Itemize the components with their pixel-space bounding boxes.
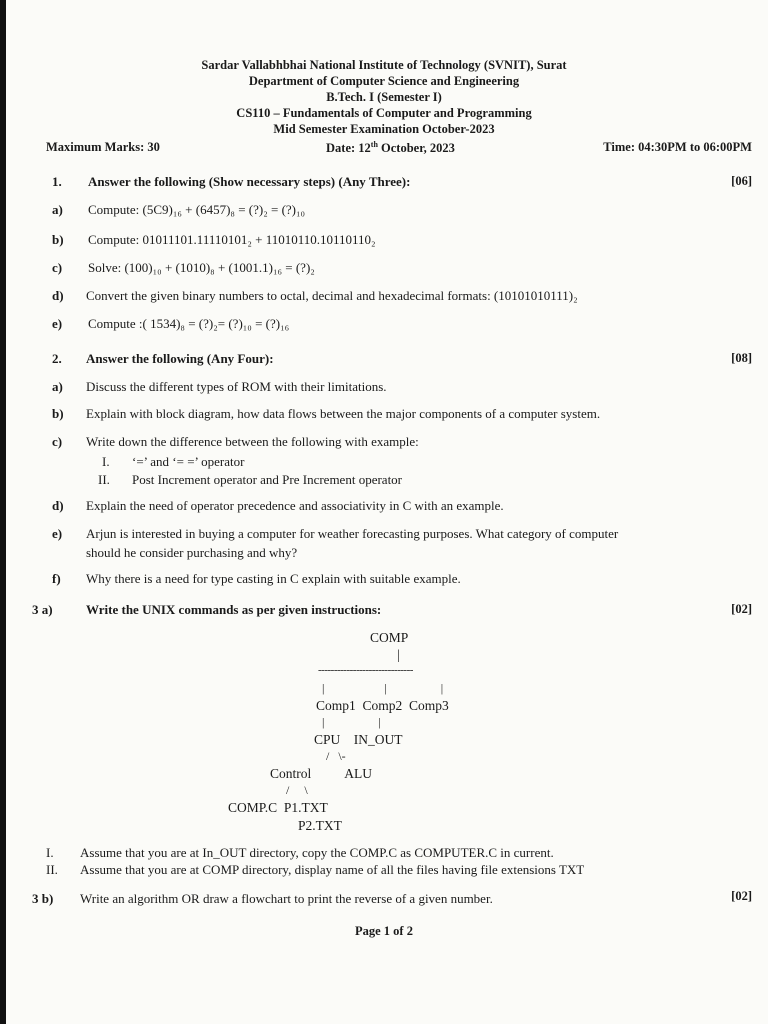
q1a-label: a) — [52, 202, 63, 217]
q3b-marks: [02] — [731, 889, 752, 903]
exam-date: Date: 12th October, 2023 — [326, 140, 455, 156]
q3b-text: Write an algorithm OR draw a flowchart to print the reverse of a given number. — [80, 891, 493, 906]
page-number: Page 1 of 2 — [355, 924, 413, 938]
q1c-text: Solve: (100)₁₀ + (1010)₈ + (1001.1)₁₆ = (?)₂ — [88, 260, 315, 275]
tree-level2-bars: | | — [322, 715, 381, 729]
q2c-label: c) — [52, 434, 63, 449]
q2d-label: d) — [52, 498, 64, 513]
max-marks: Maximum Marks: 30 — [46, 140, 160, 154]
q2e-text-cont: should he consider purchasing and why? — [86, 545, 298, 560]
tree-level1-dirs: Comp1 Comp2 Comp3 — [316, 698, 449, 713]
q2c-sub1-num: I. — [102, 454, 110, 469]
q3a-instr1-text: Assume that you are at In_OUT directory, copy the COMP.C as COMPUTER.C in current. — [80, 845, 554, 860]
q2d-text: Explain the need of operator precedence and associativity in C with an example. — [86, 498, 504, 513]
q1d-text: Convert the given binary numbers to octal, decimal and hexadecimal formats: (10101010111)₂ — [86, 288, 578, 303]
q2e-label: e) — [52, 526, 63, 541]
q2c-sub2-num: II. — [98, 472, 110, 487]
q1-number: 1. — [52, 174, 62, 189]
q2e-text: Arjun is interested in buying a computer for weather forecasting purposes. What category of computer — [86, 526, 619, 541]
q1-title: Answer the following (Show necessary steps) (Any Three): — [88, 174, 411, 189]
exam-title: Mid Semester Examination October-2023 — [273, 122, 495, 136]
tree-level1-bars: | | | — [322, 681, 444, 695]
q3b-label: 3 b) — [32, 891, 54, 906]
tree-level3-slashes: / \- — [326, 749, 346, 763]
q1b-text: Compute: 01011101.11110101₂ + 11010110.10110110₂ — [88, 232, 376, 247]
q1d-label: d) — [52, 288, 64, 303]
q1b-label: b) — [52, 232, 64, 247]
tree-level4-file2: P2.TXT — [298, 818, 342, 833]
q3a-marks: [02] — [731, 602, 752, 616]
q3a-title: Write the UNIX commands as per given instructions: — [86, 602, 382, 617]
q2b-label: b) — [52, 406, 64, 421]
q2a-label: a) — [52, 379, 63, 394]
institute-name: Sardar Vallabhbhai National Institute of Technology (SVNIT), Surat — [201, 58, 567, 72]
q3a-instr2-num: II. — [46, 862, 58, 877]
q1a-text: Compute: (5C9)₁₆ + (6457)₈ = (?)₂ = (?)₁₀ — [88, 202, 306, 217]
q2c-sub2-text: Post Increment operator and Pre Increment operator — [132, 472, 403, 487]
tree-root-comp: COMP — [370, 630, 409, 645]
q2c-sub1-text: ‘=’ and ‘= =’ operator — [132, 454, 245, 469]
q2f-label: f) — [52, 571, 61, 586]
q1e-text: Compute :( 1534)₈ = (?)₂= (?)₁₀ = (?)₁₆ — [88, 316, 290, 331]
tree-level2-dirs: CPU IN_OUT — [314, 732, 403, 747]
tree-level3-dirs: Control ALU — [270, 766, 373, 781]
q1c-label: c) — [52, 260, 63, 275]
tree-level4-files: COMP.C P1.TXT — [228, 800, 328, 815]
q2-title: Answer the following (Any Four): — [86, 351, 274, 366]
q2-number: 2. — [52, 351, 62, 366]
course-title: CS110 – Fundamentals of Computer and Programming — [236, 106, 532, 120]
exam-time: Time: 04:30PM to 06:00PM — [603, 140, 752, 154]
tree-dash-line: ------------------------------ — [318, 664, 413, 676]
q2c-text: Write down the difference between the following with example: — [86, 434, 419, 449]
department-name: Department of Computer Science and Engineering — [248, 74, 520, 88]
q3a-label: 3 a) — [32, 602, 53, 617]
q1-marks: [06] — [731, 174, 752, 188]
q2-marks: [08] — [731, 351, 752, 365]
q2b-text: Explain with block diagram, how data flows between the major components of a computer system. — [86, 406, 601, 421]
q2a-text: Discuss the different types of ROM with their limitations. — [86, 379, 387, 394]
q1e-label: e) — [52, 316, 63, 331]
tree-level4-slashes: / \ — [286, 783, 308, 797]
tree-root-bar: | — [397, 647, 400, 662]
program-name: B.Tech. I (Semester I) — [326, 90, 442, 104]
q3a-instr1-num: I. — [46, 845, 54, 860]
q2f-text: Why there is a need for type casting in C explain with suitable example. — [86, 571, 461, 586]
q3a-instr2-text: Assume that you are at COMP directory, display name of all the files having file extensions TXT — [80, 862, 585, 877]
